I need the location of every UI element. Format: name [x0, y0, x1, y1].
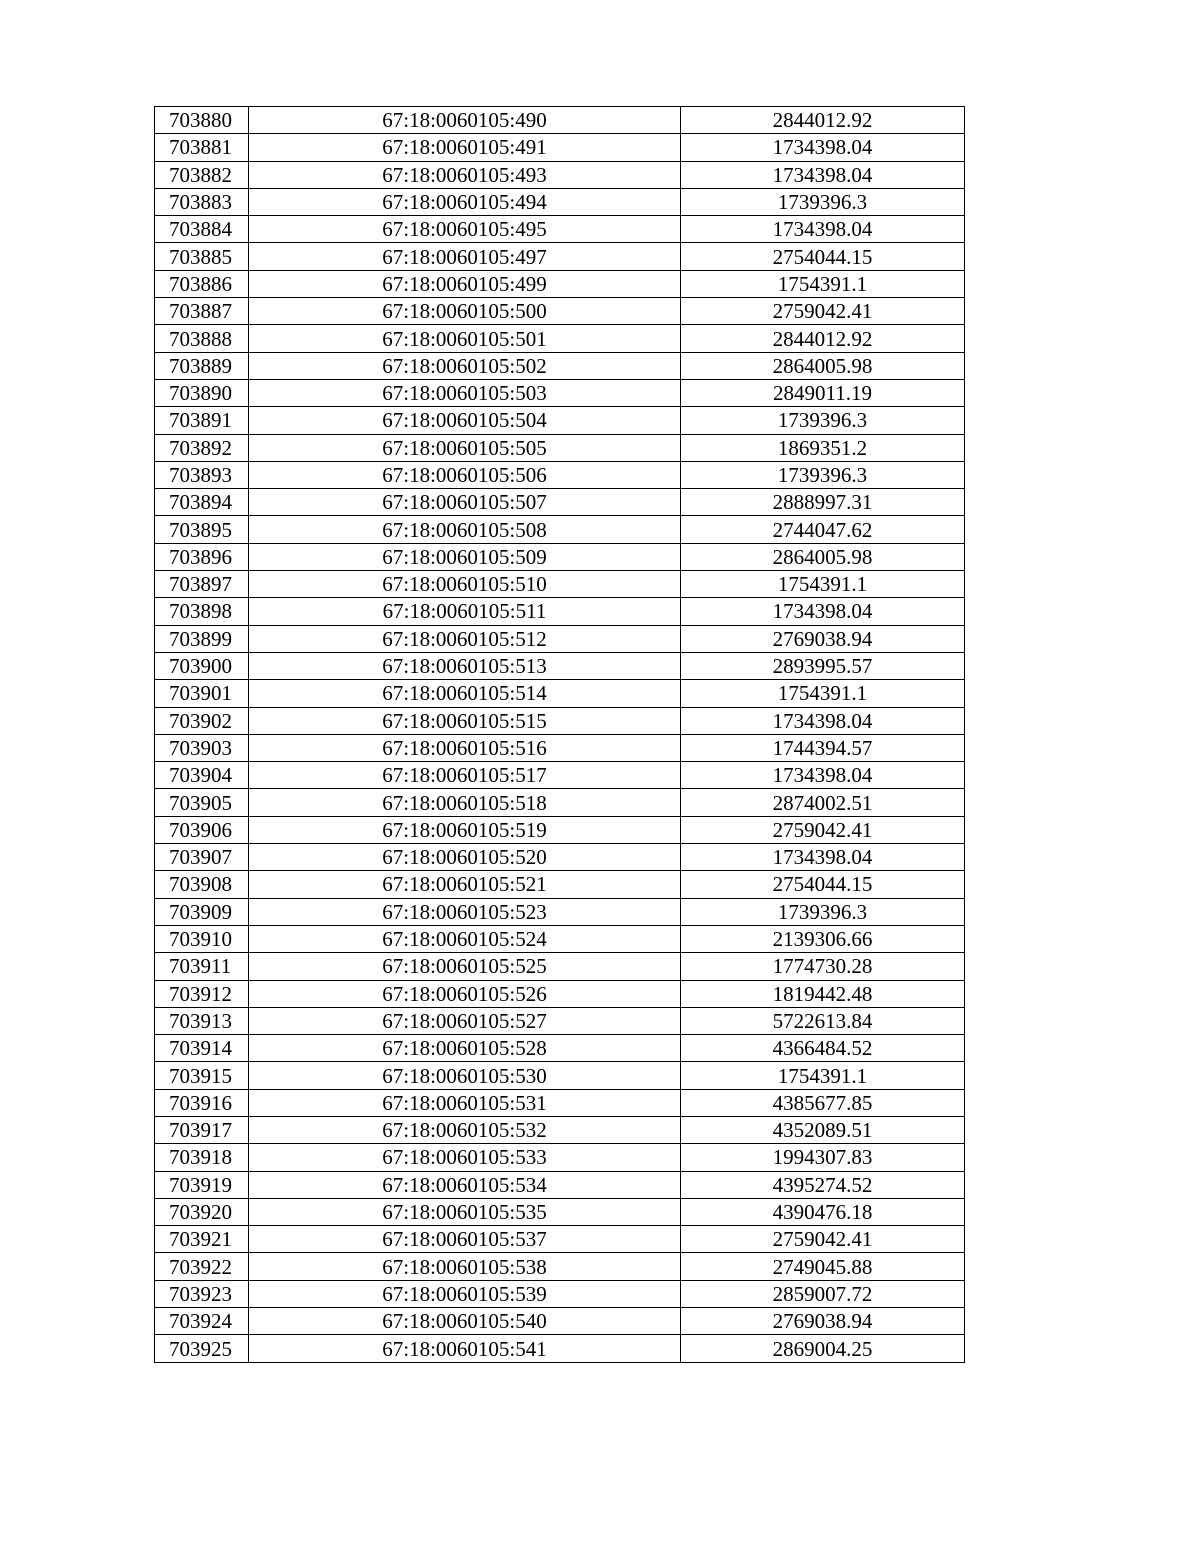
cadastral-value-cell: 1734398.04: [681, 598, 965, 625]
table-row: [155, 1007, 965, 1034]
row-number-cell: 703908: [155, 871, 249, 898]
row-number-cell: 703900: [155, 652, 249, 679]
cadastral-value-cell: 2864005.98: [681, 543, 965, 570]
cadastral-value-cell: 5722613.84: [681, 1007, 965, 1034]
cadastral-value-cell: 1734398.04: [681, 134, 965, 161]
cadastral-value-cell: 2744047.62: [681, 516, 965, 543]
table-row: [155, 1198, 965, 1225]
cadastral-value-cell: 1869351.2: [681, 434, 965, 461]
row-number-cell: 703902: [155, 707, 249, 734]
cadastral-value-cell: 1739396.3: [681, 898, 965, 925]
cadastral-value-cell: 4366484.52: [681, 1035, 965, 1062]
table-row: [155, 1089, 965, 1116]
cadastral-value-cell: 4395274.52: [681, 1171, 965, 1198]
cadastral-number-cell: 67:18:0060105:524: [249, 925, 681, 952]
cadastral-number-cell: 67:18:0060105:531: [249, 1089, 681, 1116]
row-number-cell: 703909: [155, 898, 249, 925]
cadastral-value-cell: 1754391.1: [681, 270, 965, 297]
table-row: [155, 379, 965, 406]
table-row: [155, 352, 965, 379]
cadastral-value-cell: 2759042.41: [681, 298, 965, 325]
cadastral-value-cell: 1754391.1: [681, 571, 965, 598]
cadastral-number-cell: 67:18:0060105:540: [249, 1308, 681, 1335]
row-number-cell: 703906: [155, 816, 249, 843]
cadastral-value-cell: 2844012.92: [681, 325, 965, 352]
row-number-cell: 703895: [155, 516, 249, 543]
table-row: [155, 816, 965, 843]
row-number-cell: 703888: [155, 325, 249, 352]
table-row: [155, 1035, 965, 1062]
table-row: [155, 325, 965, 352]
row-number-cell: 703905: [155, 789, 249, 816]
cadastral-value-cell: 2874002.51: [681, 789, 965, 816]
table-row: [155, 1308, 965, 1335]
cadastral-number-cell: 67:18:0060105:502: [249, 352, 681, 379]
table-row: [155, 1144, 965, 1171]
table-row: [155, 1171, 965, 1198]
table-row: [155, 871, 965, 898]
row-number-cell: 703891: [155, 407, 249, 434]
cadastral-value-cell: 1734398.04: [681, 707, 965, 734]
table-row: [155, 652, 965, 679]
row-number-cell: 703890: [155, 379, 249, 406]
cadastral-number-cell: 67:18:0060105:534: [249, 1171, 681, 1198]
table-row: [155, 1280, 965, 1307]
row-number-cell: 703897: [155, 571, 249, 598]
table-row: [155, 680, 965, 707]
cadastral-number-cell: 67:18:0060105:510: [249, 571, 681, 598]
cadastral-value-cell: 1734398.04: [681, 161, 965, 188]
cadastral-value-cell: 1739396.3: [681, 188, 965, 215]
row-number-cell: 703915: [155, 1062, 249, 1089]
row-number-cell: 703919: [155, 1171, 249, 1198]
cadastral-number-cell: 67:18:0060105:513: [249, 652, 681, 679]
row-number-cell: 703920: [155, 1198, 249, 1225]
cadastral-number-cell: 67:18:0060105:490: [249, 107, 681, 134]
cadastral-number-cell: 67:18:0060105:501: [249, 325, 681, 352]
cadastral-number-cell: 67:18:0060105:505: [249, 434, 681, 461]
cadastral-value-cell: 2888997.31: [681, 489, 965, 516]
table-row: [155, 188, 965, 215]
row-number-cell: 703885: [155, 243, 249, 270]
table-row: [155, 243, 965, 270]
cadastral-number-cell: 67:18:0060105:515: [249, 707, 681, 734]
table-row: [155, 270, 965, 297]
table-row: [155, 571, 965, 598]
cadastral-value-cell: 1739396.3: [681, 461, 965, 488]
table-row: [155, 298, 965, 325]
row-number-cell: 703894: [155, 489, 249, 516]
cadastral-number-cell: 67:18:0060105:509: [249, 543, 681, 570]
row-number-cell: 703903: [155, 734, 249, 761]
cadastral-value-cell: 4385677.85: [681, 1089, 965, 1116]
cadastral-number-cell: 67:18:0060105:519: [249, 816, 681, 843]
row-number-cell: 703881: [155, 134, 249, 161]
row-number-cell: 703913: [155, 1007, 249, 1034]
row-number-cell: 703911: [155, 953, 249, 980]
cadastral-number-cell: 67:18:0060105:541: [249, 1335, 681, 1362]
cadastral-value-cell: 2859007.72: [681, 1280, 965, 1307]
row-number-cell: 703907: [155, 844, 249, 871]
table-row: [155, 734, 965, 761]
row-number-cell: 703917: [155, 1116, 249, 1143]
cadastral-number-cell: 67:18:0060105:530: [249, 1062, 681, 1089]
cadastral-value-cell: 2864005.98: [681, 352, 965, 379]
cadastral-number-cell: 67:18:0060105:520: [249, 844, 681, 871]
table-row: [155, 216, 965, 243]
cadastral-number-cell: 67:18:0060105:511: [249, 598, 681, 625]
cadastral-value-cell: 2139306.66: [681, 925, 965, 952]
row-number-cell: 703882: [155, 161, 249, 188]
cadastral-value-cell: 1739396.3: [681, 407, 965, 434]
row-number-cell: 703889: [155, 352, 249, 379]
table-row: [155, 1335, 965, 1362]
table-row: [155, 161, 965, 188]
cadastral-value-cell: 4390476.18: [681, 1198, 965, 1225]
cadastral-number-cell: 67:18:0060105:512: [249, 625, 681, 652]
cadastral-number-cell: 67:18:0060105:517: [249, 762, 681, 789]
row-number-cell: 703924: [155, 1308, 249, 1335]
row-number-cell: 703887: [155, 298, 249, 325]
table-row: [155, 1116, 965, 1143]
cadastral-value-cell: 2893995.57: [681, 652, 965, 679]
row-number-cell: 703912: [155, 980, 249, 1007]
row-number-cell: 703921: [155, 1226, 249, 1253]
cadastral-value-cell: 2759042.41: [681, 816, 965, 843]
cadastral-number-cell: 67:18:0060105:525: [249, 953, 681, 980]
cadastral-number-cell: 67:18:0060105:533: [249, 1144, 681, 1171]
cadastral-value-cell: 1819442.48: [681, 980, 965, 1007]
cadastral-number-cell: 67:18:0060105:493: [249, 161, 681, 188]
cadastral-value-cell: 1754391.1: [681, 680, 965, 707]
row-number-cell: 703922: [155, 1253, 249, 1280]
table-row: [155, 461, 965, 488]
table-row: [155, 707, 965, 734]
cadastral-value-cell: 1994307.83: [681, 1144, 965, 1171]
cadastral-value-cell: 2749045.88: [681, 1253, 965, 1280]
row-number-cell: 703923: [155, 1280, 249, 1307]
cadastral-value-cell: 2769038.94: [681, 625, 965, 652]
row-number-cell: 703896: [155, 543, 249, 570]
table-row: [155, 925, 965, 952]
cadastral-number-cell: 67:18:0060105:537: [249, 1226, 681, 1253]
table-row: [155, 898, 965, 925]
table-row: [155, 789, 965, 816]
cadastral-value-cell: 1744394.57: [681, 734, 965, 761]
table-row: [155, 134, 965, 161]
row-number-cell: 703880: [155, 107, 249, 134]
cadastral-value-cell: 1734398.04: [681, 216, 965, 243]
row-number-cell: 703910: [155, 925, 249, 952]
table-row: [155, 489, 965, 516]
row-number-cell: 703904: [155, 762, 249, 789]
cadastral-number-cell: 67:18:0060105:506: [249, 461, 681, 488]
table-row: [155, 844, 965, 871]
cadastral-number-cell: 67:18:0060105:523: [249, 898, 681, 925]
cadastral-number-cell: 67:18:0060105:491: [249, 134, 681, 161]
cadastral-value-cell: 2754044.15: [681, 243, 965, 270]
cadastral-number-cell: 67:18:0060105:526: [249, 980, 681, 1007]
cadastral-value-cell: 2754044.15: [681, 871, 965, 898]
table-row: [155, 407, 965, 434]
row-number-cell: 703892: [155, 434, 249, 461]
row-number-cell: 703925: [155, 1335, 249, 1362]
cadastral-number-cell: 67:18:0060105:532: [249, 1116, 681, 1143]
cadastral-value-cell: 1734398.04: [681, 844, 965, 871]
table-row: [155, 107, 965, 134]
row-number-cell: 703886: [155, 270, 249, 297]
table-row: [155, 598, 965, 625]
cadastral-number-cell: 67:18:0060105:499: [249, 270, 681, 297]
cadastral-number-cell: 67:18:0060105:497: [249, 243, 681, 270]
cadastral-number-cell: 67:18:0060105:495: [249, 216, 681, 243]
row-number-cell: 703884: [155, 216, 249, 243]
cadastral-number-cell: 67:18:0060105:521: [249, 871, 681, 898]
cadastral-value-cell: 1774730.28: [681, 953, 965, 980]
cadastral-number-cell: 67:18:0060105:494: [249, 188, 681, 215]
cadastral-number-cell: 67:18:0060105:514: [249, 680, 681, 707]
row-number-cell: 703901: [155, 680, 249, 707]
table-row: [155, 1226, 965, 1253]
row-number-cell: 703918: [155, 1144, 249, 1171]
table-row: [155, 625, 965, 652]
table-body: [155, 107, 965, 1363]
cadastral-value-cell: 2844012.92: [681, 107, 965, 134]
cadastral-number-cell: 67:18:0060105:539: [249, 1280, 681, 1307]
cadastral-number-cell: 67:18:0060105:538: [249, 1253, 681, 1280]
cadastral-number-cell: 67:18:0060105:516: [249, 734, 681, 761]
table-row: [155, 543, 965, 570]
table-row: [155, 1253, 965, 1280]
row-number-cell: 703883: [155, 188, 249, 215]
table-row: [155, 953, 965, 980]
cadastral-number-cell: 67:18:0060105:504: [249, 407, 681, 434]
cadastral-value-cell: 4352089.51: [681, 1116, 965, 1143]
cadastral-value-cell: 1754391.1: [681, 1062, 965, 1089]
table-row: [155, 762, 965, 789]
cadastral-value-table: [154, 106, 965, 1363]
table-row: [155, 1062, 965, 1089]
table-row: [155, 516, 965, 543]
row-number-cell: 703916: [155, 1089, 249, 1116]
cadastral-value-cell: 2769038.94: [681, 1308, 965, 1335]
cadastral-number-cell: 67:18:0060105:507: [249, 489, 681, 516]
row-number-cell: 703899: [155, 625, 249, 652]
cadastral-number-cell: 67:18:0060105:527: [249, 1007, 681, 1034]
row-number-cell: 703893: [155, 461, 249, 488]
table-row: [155, 434, 965, 461]
cadastral-number-cell: 67:18:0060105:518: [249, 789, 681, 816]
cadastral-number-cell: 67:18:0060105:508: [249, 516, 681, 543]
cadastral-number-cell: 67:18:0060105:535: [249, 1198, 681, 1225]
cadastral-number-cell: 67:18:0060105:500: [249, 298, 681, 325]
row-number-cell: 703914: [155, 1035, 249, 1062]
row-number-cell: 703898: [155, 598, 249, 625]
cadastral-number-cell: 67:18:0060105:528: [249, 1035, 681, 1062]
cadastral-value-cell: 2849011.19: [681, 379, 965, 406]
cadastral-value-cell: 2869004.25: [681, 1335, 965, 1362]
cadastral-value-cell: 2759042.41: [681, 1226, 965, 1253]
table-row: [155, 980, 965, 1007]
cadastral-number-cell: 67:18:0060105:503: [249, 379, 681, 406]
cadastral-value-cell: 1734398.04: [681, 762, 965, 789]
